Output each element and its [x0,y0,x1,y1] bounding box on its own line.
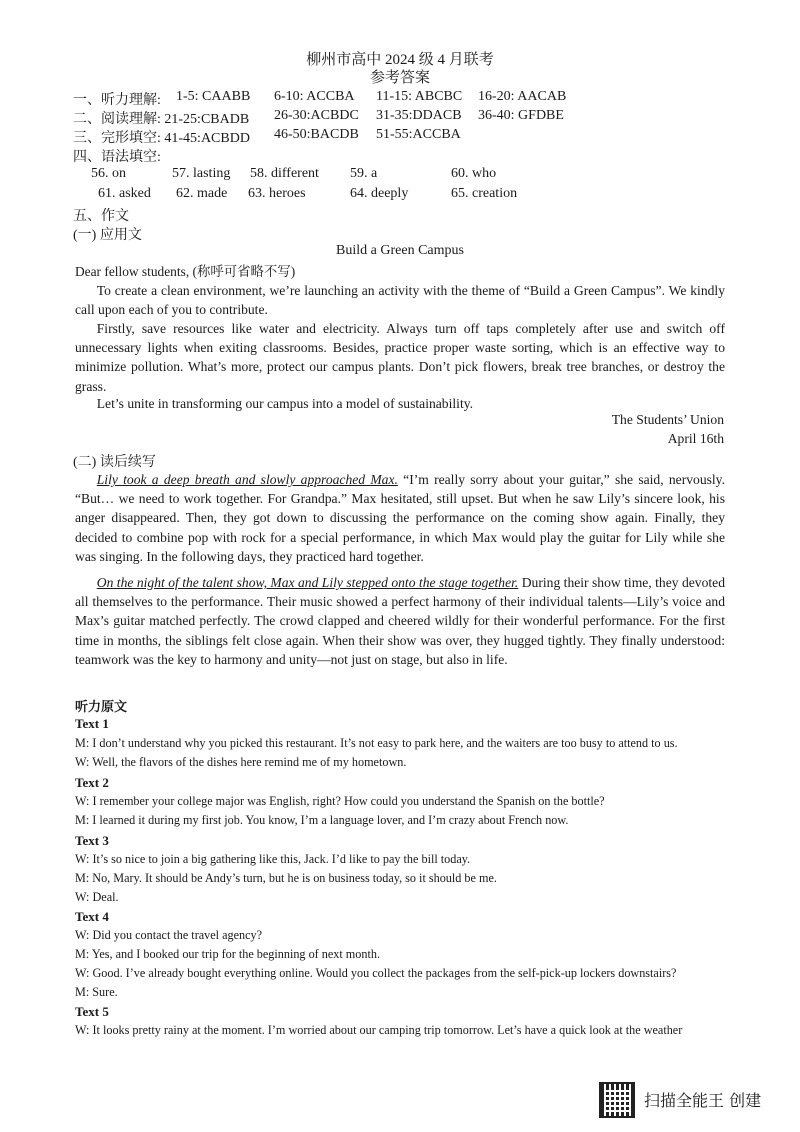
essay-salutation: Dear fellow students, (称呼可省略不写) [75,264,296,279]
continuation-lead-1: Lily took a deep breath and slowly approached Max. [96,472,398,487]
grammar-answer-62: 62. made [176,186,228,201]
script-line: M: I don’t understand why you picked this restaurant. It’s not easy to park here, and the waiters are too busy to attend to us. [75,736,678,750]
script-text-5-label: Text 5 [75,1004,109,1019]
qr-code-icon [599,1082,635,1118]
listening-answer-2: 6-10: ACCBA [274,89,355,104]
script-text-1-label: Text 1 [75,716,109,731]
scanner-watermark: 扫描全能王 创建 [644,1091,762,1110]
script-line: M: I learned it during my first job. You know, I’m a language lover, and I’m crazy about French now. [75,813,569,827]
grammar-answer-60: 60. who [451,166,497,181]
script-line: W: Deal. [75,890,119,904]
script-text-4-label: Text 4 [75,909,109,924]
page-title: 柳州市高中 2024 级 4 月联考 [306,52,494,68]
essay-paragraph-3: Let’s unite in transforming our campus into a model of sustainability. [96,396,474,411]
cloze-label: 三、完形填空: 41-45:ACBDD [73,131,250,146]
continuation-body-2: During their show time, they devoted all themselves to the performance. Their music showed a perfect harmony of their individual talents—Lily’s voice and Max’s guitar matched perfectly. The crowd clapped and cheered wildly for their wonderful performance. For the first time in months, the siblings felt close again. When their show was over, they hugged tightly. They finally understood: teamwork was the key to harmony and unity—not just on stage, but also in life. [75,575,725,667]
continuation-body-1: “I’m really sorry about your guitar,” she said, nervously. “But… we need to work together. For Grandpa.” Max hesitated, still upset. But when he saw Lily’s sincere look, his anger disappeared. Then, they got down to discussing the performance on the coming show again. Finally, they decided to combine pop with rock for a special performance, in which Max would play the guitar for Lily while she was singing. In the following days, they practiced hard together. [75,472,725,564]
essay-signature: The Students’ Union [611,412,724,427]
script-line: W: Good. I’ve already bought everything online. Would you collect the packages from the self-pick-up lockers downstairs? [75,966,677,980]
script-line: W: It looks pretty rainy at the moment. I’m worried about our camping trip tomorrow. Let’s have a quick look at the weather [75,1023,683,1037]
grammar-answer-63: 63. heroes [248,186,306,201]
grammar-answer-58: 58. different [250,166,319,181]
grammar-answer-61: 61. asked [98,186,151,201]
grammar-answer-57: 57. lasting [172,166,231,181]
grammar-answer-64: 64. deeply [350,186,409,201]
continuation-paragraph-2 [75,573,725,669]
listening-answers-row [73,89,161,109]
grammar-answer-65: 65. creation [451,186,518,201]
writing-label: 五、作文 [73,209,129,224]
listening-answer-3: 11-15: ABCBC [376,89,463,104]
continuation-lead-2: On the night of the talent show, Max and Lily stepped onto the stage together. [96,575,519,590]
continuation-paragraph-1 [75,470,725,566]
script-line: W: Well, the flavors of the dishes here remind me of my hometown. [75,755,407,769]
reading-label: 二、阅读理解: 21-25:CBADB [73,112,250,127]
reading-answer-4: 36-40: GFDBE [478,108,564,123]
listening-label: 一、听力理解: [73,93,161,108]
essay-paragraph-2: Firstly, save resources like water and electricity. Always turn off taps completely after use and switch off unnecessary lights when exiting classrooms. Besides, practice proper waste sorting, which is an effective way to minimize pollution. What’s more, protect our campus plants. Don’t pick flowers, break tree branches, or destroy the grass. [75,321,725,394]
grammar-label: 四、语法填空: [73,150,161,165]
script-label: 听力原文 [75,699,128,714]
reading-answer-3: 31-35:DDACB [376,108,462,123]
writing-part2-label: (二) 读后续写 [73,455,156,470]
cloze-answer-2: 46-50:BACDB [274,127,359,142]
script-text-3-label: Text 3 [75,833,109,848]
listening-answer-4: 16-20: AACAB [478,89,567,104]
script-line: M: No, Mary. It should be Andy’s turn, but he is on business today, so it should be me. [75,871,497,885]
script-line: W: It’s so nice to join a big gathering like this, Jack. I’d like to pay the bill today. [75,852,471,866]
essay-title: Build a Green Campus [336,243,464,258]
writing-part1-label: (一) 应用文 [73,228,142,243]
essay-paragraph-1: To create a clean environment, we’re launching an activity with the theme of “Build a Green Campus”. We kindly call upon each of you to contribute. [75,283,725,318]
page-subtitle: 参考答案 [369,70,430,86]
script-line: M: Yes, and I booked our trip for the beginning of next month. [75,947,380,961]
listening-answer-1: 1-5: CAABB [176,89,251,104]
script-line: M: Sure. [75,985,118,999]
essay-date: April 16th [667,431,724,446]
grammar-answer-56: 56. on [91,166,126,181]
script-line: W: I remember your college major was English, right? How could you understand the Spanish on the bottle? [75,794,605,808]
cloze-answer-3: 51-55:ACCBA [376,127,461,142]
grammar-answer-59: 59. a [350,166,378,181]
script-line: W: Did you contact the travel agency? [75,928,263,942]
reading-answer-2: 26-30:ACBDC [274,108,359,123]
script-text-2-label: Text 2 [75,775,109,790]
